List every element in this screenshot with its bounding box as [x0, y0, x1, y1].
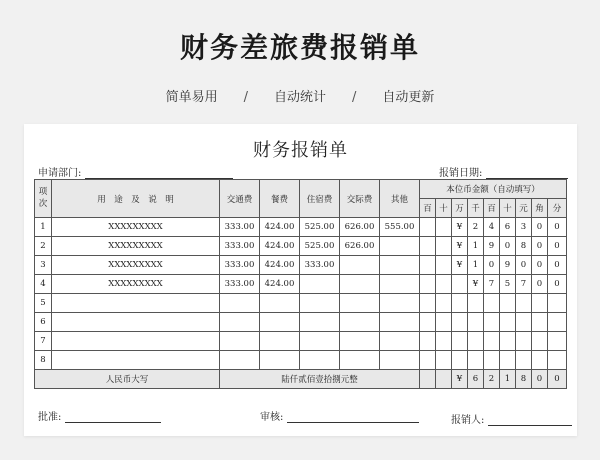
amount-digit-cell: 0 [548, 237, 567, 256]
reviewer-field [260, 408, 419, 423]
amount-digit-cell [532, 351, 548, 370]
table-row [35, 237, 567, 256]
approver-input-line[interactable] [65, 412, 161, 423]
amount-digit-cell [468, 332, 484, 351]
amount-digit-cell: 4 [484, 218, 500, 237]
amount-digit-cell [436, 294, 452, 313]
header-item-no: 项次 [35, 180, 52, 218]
amount-digit-cell: 1 [468, 256, 484, 275]
row-number-cell: 2 [35, 237, 52, 256]
meals-cell[interactable]: 424.00 [260, 275, 300, 294]
amount-digit-cell [420, 256, 436, 275]
purpose-cell[interactable]: XXXXXXXXX [52, 218, 220, 237]
amount-digit-cell [436, 218, 452, 237]
transport-cell[interactable] [220, 351, 260, 370]
amount-digit-cell [516, 351, 532, 370]
purpose-cell[interactable] [52, 332, 220, 351]
social-cell[interactable] [340, 351, 380, 370]
header-digit-unit: 百 [420, 199, 436, 218]
header-digit-unit: 元 [516, 199, 532, 218]
dept-field [38, 164, 233, 179]
social-cell[interactable] [340, 313, 380, 332]
feature-item: 简单易用 [165, 90, 218, 105]
amount-digit-cell [516, 332, 532, 351]
total-row [35, 370, 567, 389]
header-digit-unit: 万 [452, 199, 468, 218]
other-cell[interactable] [380, 256, 420, 275]
amount-digit-cell: 0 [484, 256, 500, 275]
header-digit-unit: 十 [500, 199, 516, 218]
header-other: 其他 [380, 180, 420, 218]
amount-digit-cell [436, 332, 452, 351]
approver-field [38, 408, 161, 423]
other-cell[interactable] [380, 237, 420, 256]
meals-cell[interactable] [260, 351, 300, 370]
lodging-cell[interactable]: 333.00 [300, 256, 340, 275]
reimbursement-form [24, 124, 577, 436]
claimant-field [451, 411, 572, 426]
feature-separator: / [352, 90, 357, 105]
feature-separator: / [243, 90, 248, 105]
amount-digit-cell [436, 275, 452, 294]
lodging-cell[interactable] [300, 332, 340, 351]
header-meals: 餐费 [260, 180, 300, 218]
header-digit-unit: 百 [484, 199, 500, 218]
amount-digit-cell: 0 [532, 275, 548, 294]
claimant-input-line[interactable] [488, 415, 572, 426]
purpose-cell[interactable]: XXXXXXXXX [52, 256, 220, 275]
feature-item: 自动统计 [273, 90, 326, 105]
amount-digit-cell: 9 [500, 256, 516, 275]
lodging-cell[interactable] [300, 313, 340, 332]
amount-digit-cell [452, 275, 468, 294]
total-digit: 1 [500, 370, 516, 389]
purpose-cell[interactable] [52, 294, 220, 313]
amount-digit-cell [548, 351, 567, 370]
other-cell[interactable] [380, 313, 420, 332]
amount-digit-cell: 0 [532, 256, 548, 275]
amount-digit-cell: 0 [516, 256, 532, 275]
amount-digit-cell [484, 313, 500, 332]
amount-digit-cell: ¥ [452, 256, 468, 275]
total-digit [436, 370, 452, 389]
social-cell[interactable] [340, 275, 380, 294]
meals-cell[interactable] [260, 332, 300, 351]
amount-digit-cell [452, 332, 468, 351]
amount-digit-cell: 9 [484, 237, 500, 256]
table-row [35, 256, 567, 275]
amount-digit-cell [516, 313, 532, 332]
amount-digit-cell: 3 [516, 218, 532, 237]
social-cell[interactable]: 626.00 [340, 237, 380, 256]
amount-digit-cell [500, 313, 516, 332]
other-cell[interactable] [380, 351, 420, 370]
purpose-cell[interactable] [52, 351, 220, 370]
amount-digit-cell [500, 294, 516, 313]
header-purpose: 用 途 及 说 明 [52, 180, 220, 218]
row-number-cell: 5 [35, 294, 52, 313]
amount-digit-cell: 7 [516, 275, 532, 294]
amount-digit-cell [516, 294, 532, 313]
amount-digit-cell [420, 313, 436, 332]
purpose-cell[interactable]: XXXXXXXXX [52, 237, 220, 256]
reviewer-label: 审核: [260, 412, 284, 423]
reviewer-input-line[interactable] [287, 412, 419, 423]
amount-digit-cell: 5 [500, 275, 516, 294]
other-cell[interactable] [380, 275, 420, 294]
amount-digit-cell: 0 [548, 256, 567, 275]
total-label: 人民币大写 [35, 370, 220, 389]
total-digit: 0 [548, 370, 567, 389]
amount-digit-cell: 0 [548, 275, 567, 294]
social-cell[interactable] [340, 332, 380, 351]
expense-rows [35, 218, 567, 370]
transport-cell[interactable]: 333.00 [220, 256, 260, 275]
amount-digit-cell [500, 332, 516, 351]
transport-cell[interactable] [220, 332, 260, 351]
amount-digit-cell [436, 256, 452, 275]
amount-digit-cell [500, 351, 516, 370]
amount-digit-cell [548, 294, 567, 313]
social-cell[interactable] [340, 294, 380, 313]
amount-digit-cell: 1 [468, 237, 484, 256]
header-social: 交际费 [340, 180, 380, 218]
row-number-cell: 3 [35, 256, 52, 275]
meals-cell[interactable] [260, 294, 300, 313]
table-row [35, 332, 567, 351]
table-row [35, 351, 567, 370]
total-amount-words: 陆仟贰佰壹拾捌元整 [220, 370, 420, 389]
lodging-cell[interactable] [300, 351, 340, 370]
amount-digit-cell [420, 275, 436, 294]
other-cell[interactable] [380, 294, 420, 313]
date-input-line[interactable] [486, 168, 568, 179]
dept-label: 申请部门: [38, 168, 82, 179]
amount-digit-cell [452, 294, 468, 313]
total-digit: 2 [484, 370, 500, 389]
transport-cell[interactable] [220, 294, 260, 313]
amount-digit-cell [420, 351, 436, 370]
amount-digit-cell [484, 294, 500, 313]
amount-digit-cell: 0 [532, 237, 548, 256]
amount-digit-cell: 0 [548, 218, 567, 237]
purpose-cell[interactable] [52, 313, 220, 332]
transport-cell[interactable]: 333.00 [220, 237, 260, 256]
amount-digit-cell [436, 351, 452, 370]
approver-label: 批准: [38, 412, 62, 423]
amount-digit-cell [436, 313, 452, 332]
total-digit: ¥ [452, 370, 468, 389]
row-number-cell: 7 [35, 332, 52, 351]
lodging-cell[interactable]: 525.00 [300, 218, 340, 237]
amount-digit-cell: 8 [516, 237, 532, 256]
expense-table [34, 179, 567, 389]
meals-cell[interactable]: 424.00 [260, 256, 300, 275]
dept-input-line[interactable] [85, 168, 233, 179]
amount-digit-cell [548, 332, 567, 351]
feature-list [0, 86, 600, 105]
social-cell[interactable]: 626.00 [340, 218, 380, 237]
amount-digit-cell [452, 351, 468, 370]
amount-digit-cell [452, 313, 468, 332]
amount-digit-cell [420, 294, 436, 313]
header-digit-unit: 角 [532, 199, 548, 218]
total-digit: 8 [516, 370, 532, 389]
amount-digit-cell [468, 351, 484, 370]
social-cell[interactable] [340, 256, 380, 275]
header-lodging: 住宿费 [300, 180, 340, 218]
table-row [35, 275, 567, 294]
amount-digit-cell [420, 332, 436, 351]
amount-digit-cell [468, 313, 484, 332]
lodging-cell[interactable]: 525.00 [300, 237, 340, 256]
other-cell[interactable] [380, 332, 420, 351]
table-row [35, 294, 567, 313]
total-digit: 6 [468, 370, 484, 389]
claimant-label: 报销人: [451, 415, 485, 426]
row-number-cell: 8 [35, 351, 52, 370]
meals-cell[interactable]: 424.00 [260, 218, 300, 237]
amount-digit-cell: ¥ [452, 237, 468, 256]
amount-digit-cell [532, 294, 548, 313]
amount-digit-cell [468, 294, 484, 313]
transport-cell[interactable] [220, 313, 260, 332]
amount-digit-cell: 0 [500, 237, 516, 256]
header-digit-unit: 十 [436, 199, 452, 218]
banner-title: 财务差旅费报销单 [179, 31, 420, 64]
header-amount-group: 本位币金额（自动填写） [420, 180, 567, 199]
amount-digit-cell: 7 [484, 275, 500, 294]
amount-digit-cell: 2 [468, 218, 484, 237]
amount-digit-cell [484, 351, 500, 370]
transport-cell[interactable]: 333.00 [220, 218, 260, 237]
amount-digit-cell: ¥ [452, 218, 468, 237]
row-number-cell: 1 [35, 218, 52, 237]
meals-cell[interactable]: 424.00 [260, 237, 300, 256]
amount-digit-cell [436, 237, 452, 256]
date-field [439, 164, 568, 179]
header-digit-unit: 千 [468, 199, 484, 218]
amount-digit-cell: ¥ [468, 275, 484, 294]
row-number-cell: 4 [35, 275, 52, 294]
purpose-cell[interactable]: XXXXXXXXX [52, 275, 220, 294]
table-row [35, 218, 567, 237]
lodging-cell[interactable] [300, 275, 340, 294]
amount-digit-cell: 0 [532, 218, 548, 237]
amount-digit-cell [484, 332, 500, 351]
table-row [35, 313, 567, 332]
amount-digit-cell [420, 218, 436, 237]
other-cell[interactable]: 555.00 [380, 218, 420, 237]
header-digit-unit: 分 [548, 199, 567, 218]
lodging-cell[interactable] [300, 294, 340, 313]
amount-digit-cell [420, 237, 436, 256]
amount-digit-cell: 6 [500, 218, 516, 237]
date-label: 报销日期: [439, 168, 483, 179]
form-title: 财务报销单 [253, 140, 348, 161]
amount-digit-cell [532, 332, 548, 351]
amount-digit-cell [548, 313, 567, 332]
total-digit [420, 370, 436, 389]
header-transport: 交通费 [220, 180, 260, 218]
transport-cell[interactable]: 333.00 [220, 275, 260, 294]
total-digit: 0 [532, 370, 548, 389]
meals-cell[interactable] [260, 313, 300, 332]
feature-item: 自动更新 [382, 90, 435, 105]
row-number-cell: 6 [35, 313, 52, 332]
amount-digit-cell [532, 313, 548, 332]
